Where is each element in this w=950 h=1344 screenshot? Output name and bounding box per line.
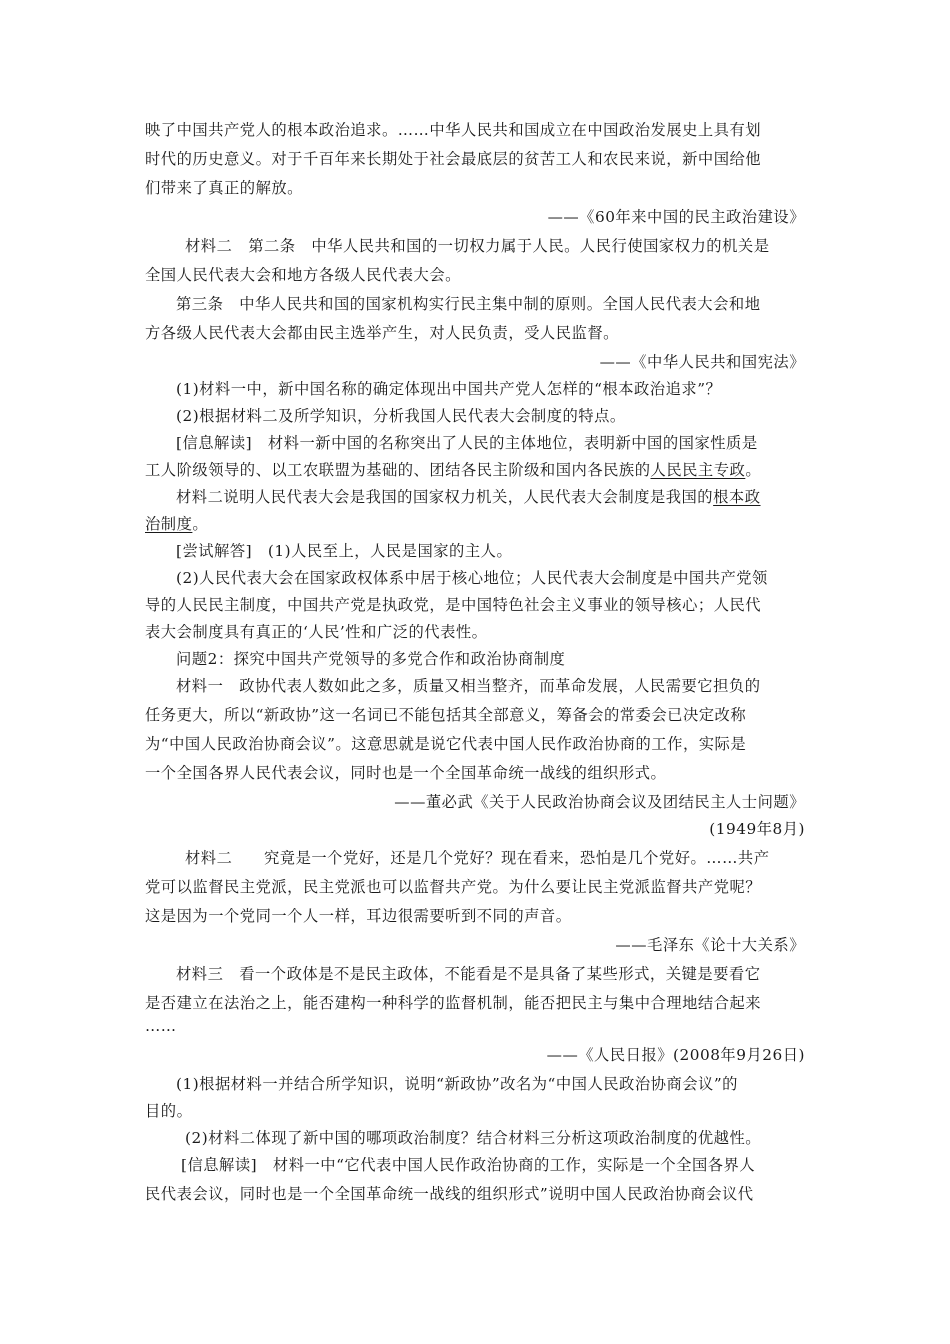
text-line: 导的人民民主制度，中国共产党是执政党，是中国特色社会主义事业的领导核心；人民代 xyxy=(145,596,762,614)
text-span: 。 xyxy=(192,515,209,533)
underlined-term: 人民民主专政 xyxy=(650,461,746,479)
text-line xyxy=(145,511,805,537)
text-line: 第三条 中华人民共和国的国家机构实行民主集中制的原则。全国人民代表大会和地 xyxy=(176,295,761,313)
text-span: 。 xyxy=(745,461,762,479)
text-line: 表大会制度具有真正的‘人民’性和广泛的代表性。 xyxy=(145,623,488,641)
text-line: 一个全国各界人民代表会议，同时也是一个全国革命统一战线的组织形式。 xyxy=(145,764,667,782)
text-line: 民代表会议，同时也是一个全国革命统一战线的组织形式”说明中国人民政治协商会议代 xyxy=(145,1185,754,1203)
text-line: 为“中国人民政治协商会议”。这意思就是说它代表中国人民作政治协商的工作，实际是 xyxy=(145,735,747,753)
section-heading: 问题2：探究中国共产党领导的多党合作和政治协商制度 xyxy=(176,650,566,668)
material-paragraph: 材料一 政协代表人数如此之多，质量又相当整齐，而革命发展，人民需要它担负的 xyxy=(176,677,761,695)
text-span: 材料二说明人民代表大会是我国的国家权力机关，人民代表大会制度是我国的 xyxy=(176,488,714,506)
question-item: (1)材料一中，新中国名称的确定体现出中国共产党人怎样的“根本政治追求”？ xyxy=(176,380,722,398)
text-line: 全国人民代表大会和地方各级人民代表大会。 xyxy=(145,266,461,284)
text-line: 这是因为一个党同一个人一样，耳边很需要听到不同的声音。 xyxy=(145,907,572,925)
source-citation: ——《60年来中国的民主政治建设》 xyxy=(547,208,805,226)
text-line: 方各级人民代表大会都由民主选举产生，对人民负责，受人民监督。 xyxy=(145,324,619,342)
source-citation: ——董必武《关于人民政治协商会议及团结民主人士问题》 xyxy=(394,793,805,811)
text-line: 们带来了真正的解放。 xyxy=(145,179,303,197)
material-paragraph: 材料二 究竟是一个党好，还是几个党好？现在看来，恐怕是几个党好。……共产 xyxy=(185,849,770,867)
text-line: 映了中国共产党人的根本政治追求。……中华人民共和国成立在中国政治发展史上具有划 xyxy=(145,121,762,139)
source-citation: ——《人民日报》(2008年9月26日) xyxy=(546,1046,805,1064)
text-line: 是否建立在法治之上，能否建构一种科学的监督机制，能否把民主与集中合理地结合起来 xyxy=(145,994,762,1012)
source-date: (1949年8月) xyxy=(709,820,805,838)
question-item: (2)根据材料二及所学知识，分析我国人民代表大会制度的特点。 xyxy=(176,407,626,425)
text-line xyxy=(145,457,805,483)
text-line xyxy=(145,484,836,510)
source-citation: ——毛泽东《论十大关系》 xyxy=(615,936,805,954)
question-item: (2)材料二体现了新中国的哪项政治制度？结合材料三分析这项政治制度的优越性。 xyxy=(185,1129,762,1147)
answer-attempt: [尝试解答] (1)人民至上，人民是国家的主人。 xyxy=(176,542,513,560)
question-item: (1)根据材料一并结合所学知识，说明“新政协”改名为“中国人民政治协商会议”的 xyxy=(176,1075,738,1093)
text-line: 时代的历史意义。对于千百年来长期处于社会最底层的贫苦工人和农民来说，新中国给他 xyxy=(145,150,762,168)
material-paragraph: 材料二 第二条 中华人民共和国的一切权力属于人民。人民行使国家权力的机关是 xyxy=(185,237,770,255)
material-paragraph: 材料三 看一个政体是不是民主政体，不能看是不是具备了某些形式，关键是要看它 xyxy=(176,965,761,983)
text-line: (2)人民代表大会在国家政权体系中居于核心地位；人民代表大会制度是中国共产党领 xyxy=(176,569,768,587)
text-line: 任务更大，所以“新政协”这一名词已不能包括其全部意义，筹备会的常委会已决定改称 xyxy=(145,706,747,724)
info-interpretation: [信息解读] 材料一新中国的名称突出了人民的主体地位，表明新中国的国家性质是 xyxy=(176,434,758,452)
text-span: 工人阶级领导的、以工农联盟为基础的、团结各民主阶级和国内各民族的 xyxy=(145,461,651,479)
text-line: …… xyxy=(145,1017,177,1035)
source-citation: ——《中华人民共和国宪法》 xyxy=(599,353,805,371)
text-line: 目的。 xyxy=(145,1102,193,1120)
underlined-term: 治制度 xyxy=(145,515,193,533)
info-interpretation: [信息解读] 材料一中“它代表中国人民作政治协商的工作，实际是一个全国各界人 xyxy=(181,1156,756,1174)
underlined-term: 根本政 xyxy=(713,488,761,506)
text-line: 党可以监督民主党派，民主党派也可以监督共产党。为什么要让民主党派监督共产党呢？ xyxy=(145,878,762,896)
